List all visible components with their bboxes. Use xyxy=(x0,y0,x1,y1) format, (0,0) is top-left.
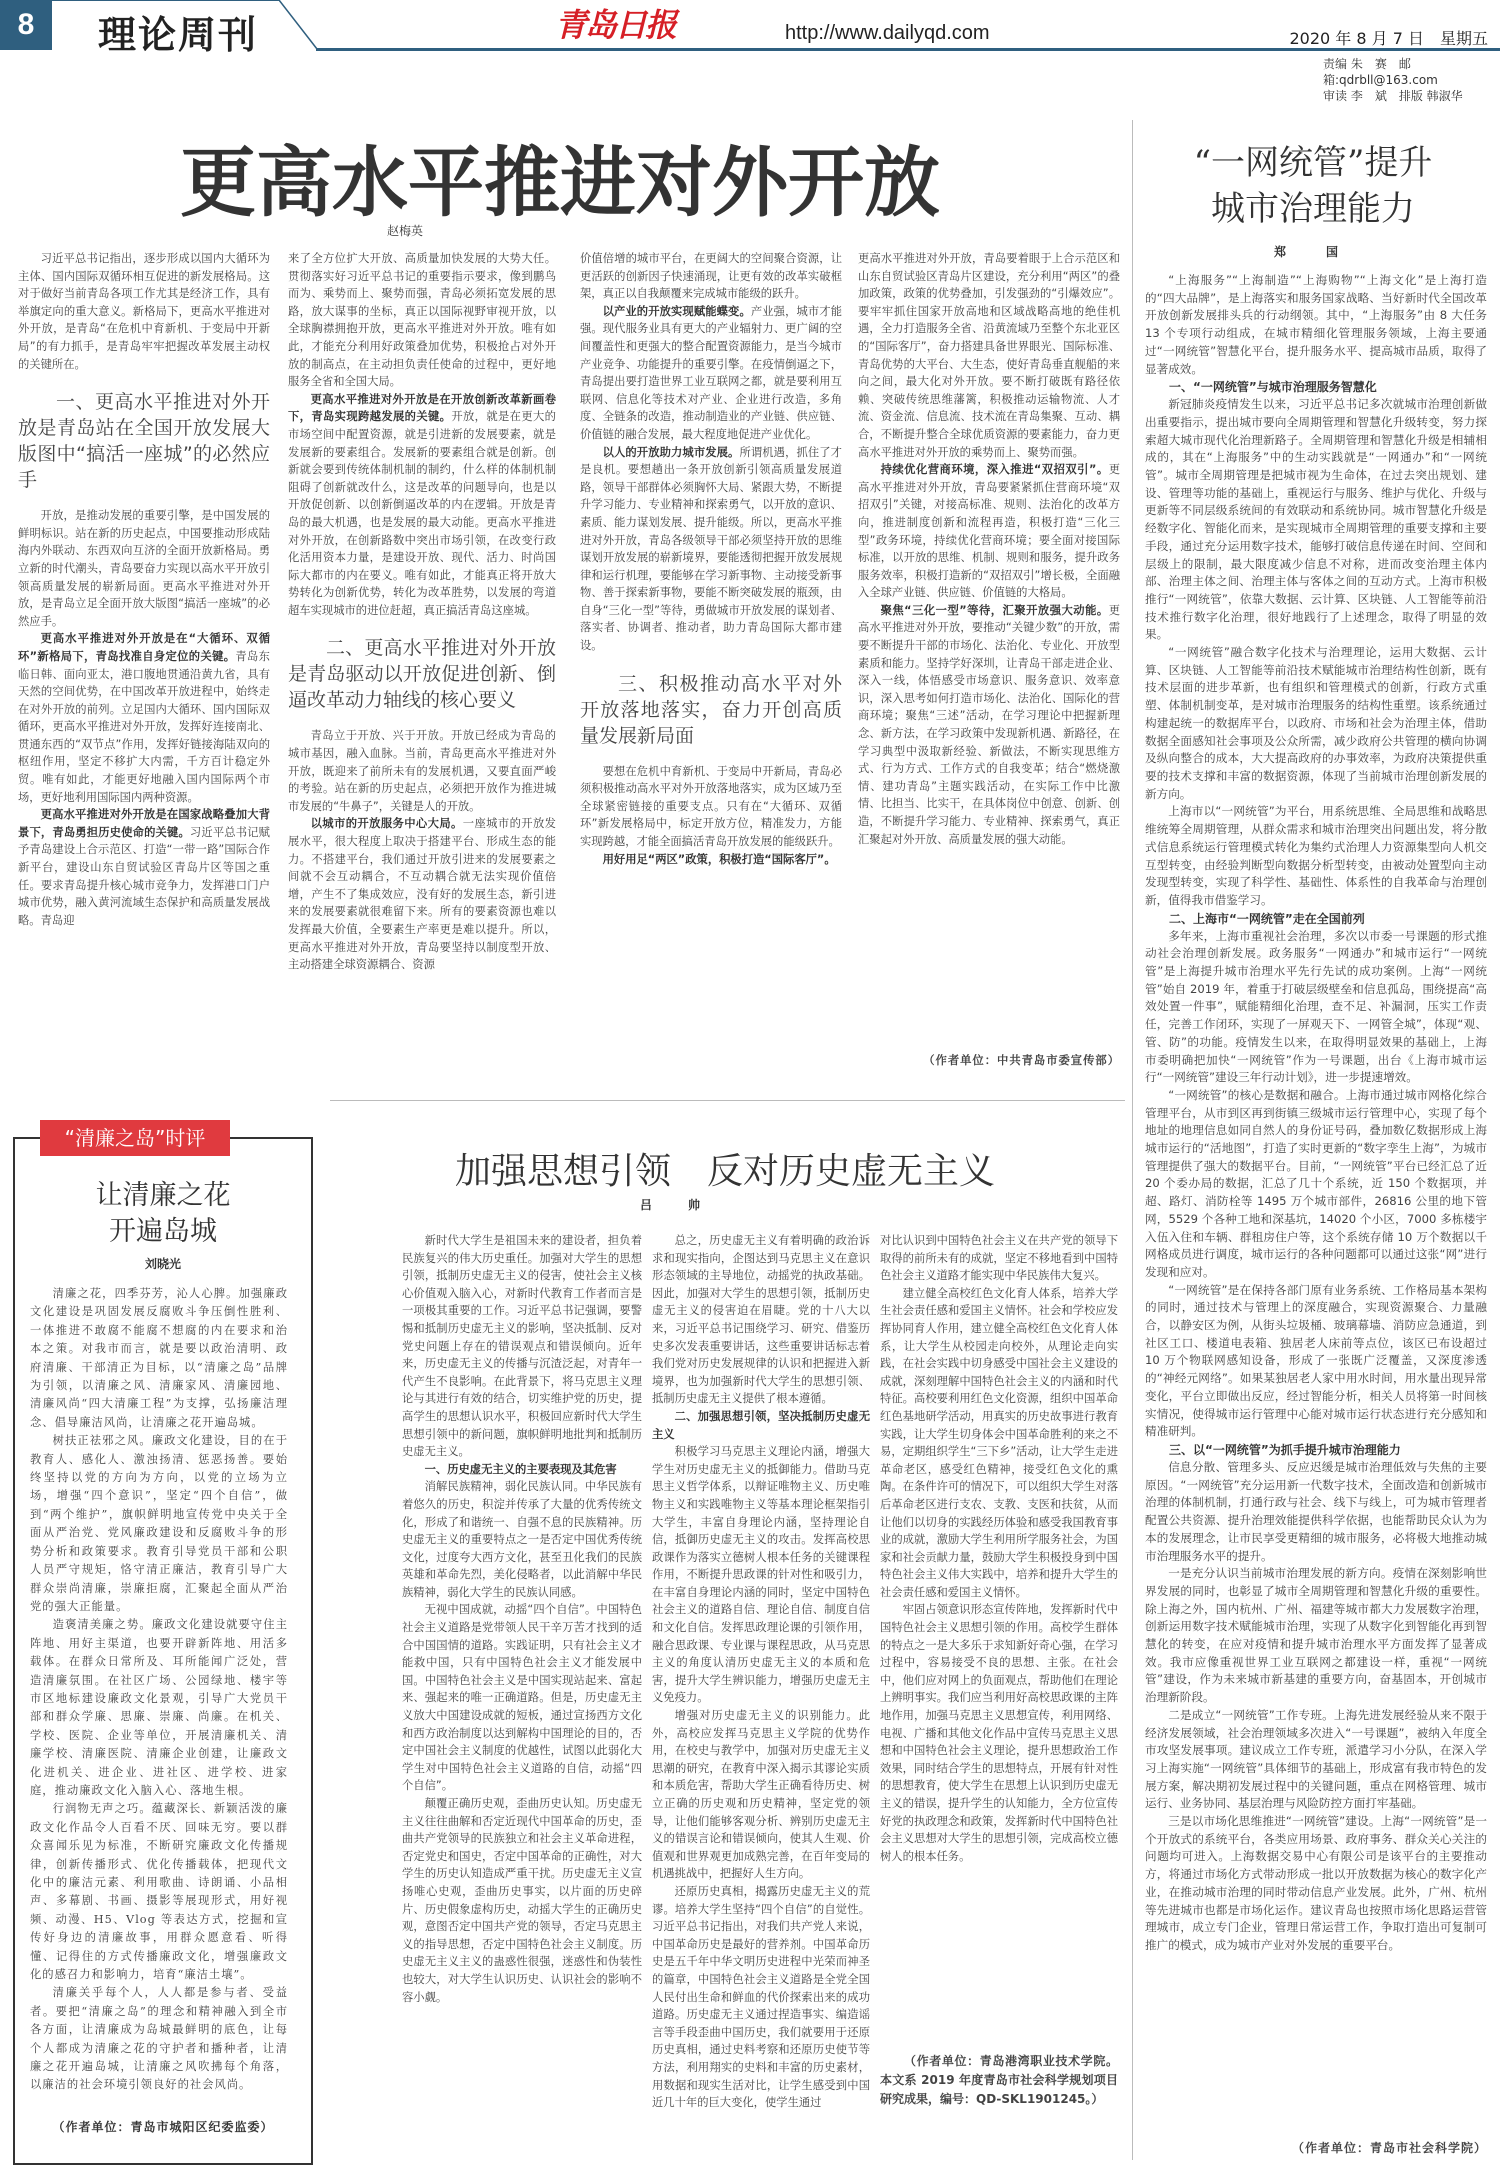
headline-right-line-2: 城市治理能力 xyxy=(1211,189,1415,229)
article1-paragraph: 开放，就是在更大的市场空间中配置资源，就是引进新的发展要素，就是发展新的要素组合。发展新的要素组合就是创新。创新就会要到传统体制机制的制约，什么样的体制机制阻碍了创新就改什么，这是改革的问题导向，也是以开放促创新、以创新倒逼改革的内在逻辑。开放是青岛的最大机遇，也是发展的最大动能。更高水平推进对外开放，在创新路数中突出市场引领，在改变行政化活用资本力量，是建设开放、现代、活力、时尚国际大都市的内在要义。唯有如此，才能真正将开放大势转化为创新优势，转化为改革胜势，以发展的弯道超车实现城市的进位赶超，真正搞活青岛这座城。 xyxy=(288,410,556,617)
section-title: 理论周刊 xyxy=(98,12,259,57)
editor-credits xyxy=(1323,56,1488,104)
article1-bold-lead: 更高水平推进对外开放是在国家战略叠加大背景下，青岛勇担历史使命的关键。 xyxy=(18,808,270,839)
article1-paragraph: 价值倍增的城市平台，在更阔大的空间聚合资源，让更活跃的创新因子快速涌现，让更有效的改革实破框架，真正以自我颠覆来完成城市能级的跃升。 xyxy=(580,252,842,301)
headline-second: 加强思想引领 反对历史虚无主义 xyxy=(455,1151,996,1192)
article1-paragraph: 青岛东临日韩、面向亚太，港口腹地贯通沿黄九省，具有天然的空间优势，在中国改革开放进程中，始终走在对外开放的前列。立足国内大循环、国内国际双循环，更高水平推进对外开放，发挥好连接南北、贯通东西的“双节点”作用，发挥好链接海陆双向的枢纽作用，坚定不移扩大内需，千方百计稳定外贸。唯有如此，才能更好地融入国内国际两个市场，更好地利用国际国内两种资源。 xyxy=(18,649,270,804)
article1-paragraph: 所谓机遇，抓住了才是良机。要想趟出一条开放创新引领高质量发展道路，领导干部群体必须胸怀大局、紧跟大势，不断提升学习能力、专业精神和探索勇气，以开放的意识、素质、能力谋划发展、提升能级。所以，更高水平推进对外开放，青岛各级领导干部必须坚持开放的思维谋划开放发展的崭新境界，要能透彻把握开放发展规律和运行机理，要能够在学习新事物、主动接受新事物、善于探索新事物，要能不断突破发展的瓶颈，由自身“三化一型”等待，勇做城市开放发展的谋划者、落实者、协调者、推动者，助力青岛国际大都市建设。 xyxy=(580,445,842,653)
article3-paragraph: 消解民族精神，弱化民族认同。中华民族有着悠久的历史，积淀并传承了大量的优秀传统文化，形成了和谐统一、自强不息的民族精神。历史虚无主义的重要特点之一是否定中国优秀传统文化，过度夸大西方文化，甚至丑化我们的民族英雄和革命先烈，美化侵略者，以此消解中华民族精神，弱化大学生的民族认同感。 xyxy=(402,1480,642,1599)
article1-column-2 xyxy=(288,250,556,1090)
article1-author-unit: （作者单位：中共青岛市委宣传部） xyxy=(923,1054,1120,1067)
section-divider xyxy=(330,1100,1125,1101)
commentary-byline: 刘晓光 xyxy=(144,1257,181,1271)
review-line: 审读 李 斌 排版 韩淑华 xyxy=(1323,89,1463,103)
page-number: 8 xyxy=(0,0,52,50)
article1-paragraph: 更高水平推进对外开放，青岛要着眼于上合示范区和山东自贸试验区青岛片区建设，充分利用“两区”的叠加政策，政策的优势叠加，引发强劲的“引爆效应”。要牢牢抓住国家开放高地和区域战略高地的绝佳机遇，全力打造服务全省、沿黄流域乃至整个东北亚区的“国际客厅”，奋力搭建具备世界眼光、国际标准、青岛优势的大平台、大生态，使好青岛垂直舰船的来向之间，最大化对外开放。要不断打破既有路径依赖、突破传统思维藩篱，积极推动运输物流、人才流、资金流、信息流、技术流在青岛集聚、互动、耦合，不断提升整合全球优质资源的要素能力，奋力更高水平推进对外开放的乘势而上、聚势而强。 xyxy=(858,252,1120,459)
commentary-tag: “清廉之岛”时评 xyxy=(40,1120,230,1156)
article2-subhead-2: 二、上海市“一网统管”走在全国前列 xyxy=(1169,911,1365,926)
article1-column-4 xyxy=(858,250,1120,1060)
byline-second: 吕 帅 xyxy=(640,1198,713,1212)
article2-paragraph: “一网统管”的核心是数据和融合。上海市通过城市网格化综合管理平台，从市到区再到街镇三级城市运行管理中心，实现了每个地址的地理信息如同自然人的身份证号码，叠加数亿数据形成上海城市运行的“活地图”，打造了实时更新的“数字孪生上海”，为城市管理提供了强大的数据平台。目前，“一网统管”平台已经汇总了近 20 个委办局的数据，汇总了几十个系统，近 150 个数据项，并超、路灯、消防栓等 1495 万个城市部件，26816 公里的地下管网，5529 个各种工地和深基坑，14020 个小区，7000 多栋楼宇入伍入住和车辆、群租房住户等，这个系统存储 10 万个数据以千网格成员进行调度，城市运行的各种问题都可以通过这张“网”进行发现和应对。 xyxy=(1145,1087,1487,1279)
article2-paragraph: 上海市以“一网统管”为平台，用系统思维、全局思维和战略思维统筹全周期管理，从群众需求和城市治理突出问题出发，将分散式信息系统运行管理模式转化为集约式治理人力资源集型向人机交互型转变，由经验判断型向数据分析型转变，由被动处置型向主动发现型转变，实现了科学性、基础性、体系性的自我革命与治理创新，值得我市借鉴学习。 xyxy=(1145,804,1487,907)
commentary-title xyxy=(13,1178,313,1250)
article1-paragraph: 产业强，城市才能强。现代服务业具有更大的产业辐射力、更广阔的空间覆盖性和更强大的整合配置资源能力，是当今城市产业竞争、功能提升的重要引擎。在疫情倒逼之下，青岛提出要打造世界工业互联网之都，就是要利用互联网、信息化等技术对产业、企业进行改造，多角度、全链条的改造，推动制造业的产业链、供应链、价值链的融合发展，最大程度地促进产业优化。 xyxy=(580,304,842,441)
headline-right-line-1: “一网统管”提升 xyxy=(1193,143,1433,183)
article3-paragraph: 无视中国成就，动摇“四个自信”。中国特色社会主义道路是党带领人民干辛万苦才找到的适合中国国情的道路。实践证明，只有社会主义才能救中国，只有中国特色社会主义才能发展中国。中国特色社会主义是中国实现站起来、富起来、强起来的唯一正确道路。但是，历史虚无主义放大中国建设成就的短板，通过宣扬西方文化和西方政治制度以达到解构中国理论的目的，否定中国社会主义制度的优越性，试图以此弱化大学生对中国特色社会主义道路的自信，动摇“四个自信”。 xyxy=(402,1603,642,1793)
article1-subhead-3: 三、积极推动高水平对外开放落地落实，奋力开创高质量发展新局面 xyxy=(580,672,842,747)
article1-subhead-2: 二、更高水平推进对外开放是青岛驱动以开放促进创新、倒逼改革动力轴线的核心要义 xyxy=(288,637,556,712)
commentary-title-line-2: 开遍岛城 xyxy=(109,1216,217,1247)
article3-column-3 xyxy=(880,1232,1118,2042)
article3-paragraph: 增强对历史虚无主义的识别能力。此外，高校应发挥马克思主义学院的优势作用，在校史与教学中，加强对历史虚无主义思潮的研究，在教育中深入揭示其谬论实质和本质危害，帮助大学生正确看待历史、树立正确的历史观和历史精神，坚定党的领导，让他们能够客观分析、辨别历史虚无主义的错误言论和错误倾向，使其人生观、价值观和世界观更加成熟完善，在百年变局的机遇挑战中，把握好人生方向。 xyxy=(652,1709,870,1881)
article1-paragraph: 来了全方位扩大开放、高质量加快发展的大势大任。贯彻落实好习近平总书记的重要指示要求，像到鹏鸟而为、乘势而上、聚势而强，青岛必须拓宽发展的思路，放大谋事的坐标，真正以国际视野审视开放，以全球胸襟拥抱开放，更高水平推进对外开放。唯有如此，才能充分利用好政策叠加优势，积极抢占对外开放的制高点，在主动担负责任使命的过程中，更好地服务全省和全国大局。 xyxy=(288,252,556,389)
website-link[interactable]: http://www.dailyqd.com xyxy=(785,22,990,44)
commentary-paragraph: 行润物无声之巧。蕴藏深长、新颖活泼的廉政文化作品令人百看不厌、回味无穷。要以群众喜闻乐见为标准，不断研究廉政文化传播规律，创新传播形式、优化传播载体，把现代文化中的廉洁元素、利用歌曲、诗朗诵、小品相声、多幕剧、书画、摄影等展现形式，用好视频、动漫、H5、Vlog 等表达方式，挖掘和宣传好身边的清廉故事，用群众愿意看、听得懂、记得住的方式传播廉政文化，增强廉政文化的感召力和影响力，培育“廉洁土壤”。 xyxy=(30,1802,288,1982)
commentary-paragraph: 树扶正祛邪之风。廉政文化建设，目的在于教育人、感化人、激浊扬清、惩恶扬善。要始终坚持以党的方向为方向，以党的立场为立场，增强“四个意识”，坚定“四个自信”，做到“两个维护”，旗帜鲜明地宣传党中央关于全面从严治党、党风廉政建设和反腐败斗争的形势分析和政策要求。教育引导党员干部和公职人员严守规矩，恪守清正廉洁，教育引导广大群众崇尚清廉，崇廉拒腐，汇聚起全面从严治党的强大正能量。 xyxy=(30,1434,288,1613)
commentary-paragraph: 造褒清美廉之势。廉政文化建设就要守住主阵地、用好主渠道，也要开辟新阵地、用活多载体。在群众日常所及、耳所能闻广泛处，营造清廉氛围。在社区广场、公园绿地、楼宇等市区地标建设廉政文化景观，引导广大党员干部和群众学廉、思廉、崇廉、尚廉。在机关、学校、医院、企业等单位，开展清廉机关、清廉学校、清廉医院、清廉企业创建，让廉政文化进机关、进企业、进社区、进学校、进家庭，推动廉政文化入脑入心、落地生根。 xyxy=(30,1618,288,1797)
article1-paragraph: 习近平总书记赋予青岛建设上合示范区、打造“一带一路”国际合作新平台，建设山东自贸试验区青岛片区等国之重任。要求青岛提升核心城市竞争力，发挥港口门户城市优势，融入黄河流域生态保护和高质量发展战略。青岛迎 xyxy=(18,825,270,927)
masthead-rule xyxy=(52,0,280,1)
article1-subhead-1: 一、更高水平推进对外开放是青岛站在全国开放发展大版图中“搞活一座城”的必然应手 xyxy=(18,391,270,492)
masthead-diagonal xyxy=(279,0,339,50)
newspaper-logo: 青岛日报 xyxy=(555,6,676,44)
article2-paragraph: 二是成立“一网统管”工作专班。上海先进发展经验从来不限于经济发展领域，社会治理领域多次进入“一号课题”，被纳入年度全市攻坚发展事项。建议成立工作专班，派遣学习小分队，在深入学习上海实施“一网统管”具体细节的基础上，形成富有我市特色的发展方案，解决期初发展过程中的关键问题，重点在网格管理、城市运行、业务协同、基层治理与风险防控方面打牢基础。 xyxy=(1145,1707,1487,1811)
article1-column-3 xyxy=(580,250,842,1090)
article1-paragraph: 开放，是推动发展的重要引擎，是中国发展的鲜明标识。站在新的历史起点，中国要推动形成陆海内外联动、东西双向互济的全面开放新格局。勇立新的时代潮头，青岛要奋力实现以高水平开放引领高质量发展的崭新局面。更高水平推进对外开放，是青岛立足全面开放大版图“搞活一座城”的必然应手。 xyxy=(18,509,270,628)
article2-paragraph: 多年来，上海市重视社会治理，多次以市委一号课题的形式推动社会治理创新发展。政务服务“一网通办”和城市运行“一网统管”是上海提升城市治理水平先行先试的成功案例。上海“一网统管”始自 2019 年，着重于打破层级壁垒和信息孤岛，围绕提高“高效处置一件事”，赋能精细化治理，查不足、补漏洞，压实工作责任，完善工作闭环，实现了一屏观天下、一网管全城”，体现“观、管、防”的功能。疫情发生以来，在取得明显效果的基础上，上海市委明确把加快“一网统管”作为一号课题，出台《上海市城市运行“一网统管”建设三年行动计划》，进一步提速增效。 xyxy=(1145,928,1487,1085)
byline-right: 郑 国 xyxy=(1273,245,1352,259)
article1-bold-lead: 聚焦“三化一型”等待，汇聚开放强大动能。 xyxy=(880,603,1109,617)
byline-main: 赵梅英 xyxy=(387,224,424,238)
article1-bold-lead: 更高水平推进对外开放是在“大循环、双循环”新格局下，青岛找准自身定位的关键。 xyxy=(18,632,270,663)
article3-subhead-2: 二、加强思想引领，坚决抵制历史虚无主义 xyxy=(652,1409,870,1441)
article1-paragraph: 要想在危机中育新机、于变局中开新局，青岛必须积极推动高水平对外开放落地落实，成为区域乃至全球紧密链接的重要支点。只有在“大循环、双循环”新发展格局中，标定开放方位，精准发力，方能实现跨越，才能全面搞活青岛开放发展的能级跃升。 xyxy=(580,764,842,849)
article1-bold-lead: 以城市的开放服务中心大局。 xyxy=(310,817,463,831)
article2-author-unit: （作者单位：青岛市社会科学院） xyxy=(1291,2141,1487,2155)
article3-paragraph: 新时代大学生是祖国未来的建设者，担负着民族复兴的伟大历史重任。加强对大学生的思想引领，抵制历史虚无主义的侵害，使社会主义核心价值观入脑入心，对新时代教育工作者而言是一项极其重要的工作。习近平总书记强调，要警惕和抵制历史虚无主义的影响，坚决抵制、反对党史问题上存在的错误观点和错误倾向。近年来，历史虚无主义的传播与沉渣泛起，对青年一代产生不良影响。在此背景下，将马克思主义理论与其进行有效的结合，切实维护党的历史，提高学生的思想认识水平，积极回应新时代大学生思想引领中的新问题，旗帜鲜明地批判和抵制历史虚无主义。 xyxy=(402,1234,642,1459)
article3-paragraph: 建立健全高校红色文化育人体系，培养大学生社会责任感和爱国主义情怀。社会和学校应发挥协同育人作用，建立健全高校红色文化育人体系，让大学生从校园走向校外，从理论走向实践，在社会实践中切身感受中国社会主义建设的成就，深刻理解中国特色社会主义的内涵和时代特征。高校要利用红色文化资源，组织中国革命红色基地研学活动，用真实的历史故事进行教育实践，让大学生切身体会中国革命胜利的来之不易，定期组织学生“三下乡”活动，让大学生走进革命老区，感受红色精神，接受红色文化的熏陶。在条件许可的情况下，可以组织大学生对落后革命老区进行支农、支教、支医和扶贫，从而让他们以切身的实践经历体验和感受我国教育事业的成就，激励大学生利用所学服务社会，为国家和社会贡献力量，鼓励大学生积极投身到中国特色社会主义伟大实践中，培养和提升大学生的社会责任感和爱国主义情怀。 xyxy=(880,1286,1118,1599)
article1-column-1 xyxy=(18,250,270,1090)
article1-bold-lead: 更高水平推进对外开放是在开放创新改革新画卷下，青岛实现跨越发展的关键。 xyxy=(288,392,556,424)
article3-subhead-1: 一、历史虚无主义的主要表现及其危害 xyxy=(424,1462,617,1476)
article3-author-unit: （作者单位：青岛港湾职业技术学院。本文系 2019 年度青岛市社会科学规划项目研究成果，编号：QD-SKL1901245。） xyxy=(880,2054,1118,2106)
article1-paragraph: 更高水平推进对外开放，青岛要紧紧抓住营商环境“双招双引”关键，对接高标准、规则、法治化的改革方向，推进制度创新和流程再造，积极打造“三化三型”政务环境，持续优化营商环境；要全面对接国际标准，以开放的思维、机制、规则和服务，提升政务服务效率，积极打造新的“双招双引”增长极，全面融入全球产业链、供应链、价值链的大格局。 xyxy=(858,463,1120,600)
article2-paragraph: 三是以市场化思维推进“一网统管”建设。上海“一网统管”是一个开放式的系统平台，各类应用场景、政府事务、群众关心关注的问题均可进入。上海数据交易中心有限公司是该平台的主要推动方，将通过市场化方式带动形成一批以开放数据为核心的数字化产业，在推动城市治理的同时带动信息产业发展。此外，广州、杭州等先进城市也都是市场化运作。建议青岛也按照市场化思路运营管理城市，成立专门企业，管理日常运营工作，争取打造出可复制可推广的模式，成为城市产业对外发展的重要平台。 xyxy=(1145,1814,1487,1952)
article1-intro: 习近平总书记指出，逐步形成以国内大循环为主体、国内国际双循环相互促进的新发展格局。这对于做好当前青岛各项工作尤其是经济工作，具有举旗定向的重大意义。新格局下，更高水平推进对外开放，是青岛“在危机中育新机、于变局中开新局”的有力抓手，是青岛牢牢把握改革发展主动权的关键所在。 xyxy=(18,252,270,371)
headline-right xyxy=(1148,140,1478,232)
commentary-body xyxy=(30,1285,288,2120)
article1-paragraph: 青岛立于开放、兴于开放。开放已经成为青岛的城市基因，融入血脉。当前，青岛更高水平推进对外开放，既迎来了前所未有的发展机遇，又要直面严峻的考验。站在新的历史起点，必须把开放作为推进城市发展的“牛鼻子”，关键是人的开放。 xyxy=(288,729,556,813)
article3-paragraph: 牢固占领意识形态宣传阵地，发挥新时代中国特色社会主义思想引领的作用。高校学生群体的特点之一是大多乐于求知新好奇心强，在学习过程中，容易接受不良的思想、主张。在社会中，他们应对网上的负面观点，帮助他们在理论上辨明事实。我们应当利用好高校思政课的主阵地作用，加强马克思主义思想宣传，利用网络、电视、广播和其他文化作品中宣传马克思主义思想和中国特色社会主义理论，提升思想政治工作效果，同时结合学生的思想特点，开展有针对性的思想教育，使大学生在思想上认识到历史虚无主义的错误，提升学生的认知能力，全方位宣传好党的执政理念和政策，发挥新时代中国特色社会主义思想对大学生的思想引领，完成高校立德树人的根本任务。 xyxy=(880,1603,1118,1863)
editor-line: 责编 朱 赛 邮箱:qdrbll@163.com xyxy=(1323,57,1438,87)
article2-paragraph: “一网统管”是在保持各部门原有业务系统、工作格局基本架构的同时，通过技术与管理上的深度融合，实现资源聚合、力量融合，以静安区为例，从街头垃圾桶、玻璃幕墙、消防应急通道，到社区工口、楼道电表箱、独居老人床前等点位，该区已布设超过 10 万个物联网感知设备，形成了一张既广泛覆盖，又深度渗透的“神经元网络”。如果某独居老人家中用水时间，用水量出现异常变化，平台立即做出反应，经过智能分析，相关人员将第一时间核实情况，使得城市运行管理中心能对城市运行状态进行充分感知和精准研判。 xyxy=(1145,1282,1487,1439)
article2-paragraph: “一网统管”融合数字化技术与治理理论，运用大数据、云计算、区块链、人工智能等前沿技术赋能城市治理结构性创新，既有技术层面的进步革新，也有组织和管理模式的创新，行政方式重塑、体制机制变革，是对城市治理服务的结构性重塑。该系统通过构建起统一的数据库平台，以政府、市场和社会为治理主体，借助数据全面感知社会事项及公众所需，减少政府公共管理的横向协调及纵向整合的成本，大大提高政府的办事效率，为政府决策提供重要的技术支撑和丰富的数据资源，体现了当前城市治理创新发展的新方向。 xyxy=(1145,645,1487,801)
article3-paragraph: 总之，历史虚无主义有着明确的政治诉求和现实指向，企图达到马克思主义在意识形态领域的主导地位，动摇党的执政基础。因此，加强对大学生的思想引领，抵制历史虚无主义的侵害迫在眉睫。党的十八大以来，习近平总书记围绕学习、研究、借鉴历史多次发表重要讲话，这些重要讲话标志着我们党对历史发展规律的认识和把握进入新境界，也为加强新时代大学生的思想引领、抵制历史虚无主义提供了根本遵循。 xyxy=(652,1234,870,1406)
article3-column-1 xyxy=(402,1232,642,2162)
article1-bold-lead: 持续优化营商环境，深入推进“双招双引”。 xyxy=(880,463,1109,477)
article2-paragraph: 一是充分认识当前城市治理发展的新方向。疫情在深刻影响世界发展的同时，也彰显了城市全周期管理和智慧化升级的重要性。除上海之外，国内杭州、广州、福建等城市都大力发展数字治理，创新运用数字技术赋能城市治理，实现了从数字化到智能化再到智慧化的转变，在应对疫情和提升城市治理水平方面发挥了显著成效。我市应像重视世界工业互联网之都建设一样，重视“一网统管”建设，作为未来城市新基建的重要方向，奋基固本，开创城市治理新阶段。 xyxy=(1145,1566,1487,1705)
article1-bold-lead: 用好用足“两区”政策，积极打造“国际客厅”。 xyxy=(602,852,836,866)
article1-bold-lead: 以产业的开放实现赋能蝶变。 xyxy=(602,304,751,318)
column-divider xyxy=(1132,120,1133,2160)
issue-date: 2020 年 8 月 7 日 星期五 xyxy=(1289,29,1488,48)
commentary-title-line-1: 让清廉之花 xyxy=(95,1180,231,1211)
headline-main: 更高水平推进对外开放 xyxy=(180,138,940,227)
commentary-author-unit: （作者单位：青岛市城阳区纪委监委） xyxy=(52,2120,274,2134)
article2-body xyxy=(1145,272,1487,2132)
article2-subhead-1: 一、“一网统管”与城市治理服务智慧化 xyxy=(1169,380,1377,395)
article1-paragraph: 更高水平推进对外开放，要推动“关键少数”的开放，需要不断提升干部的市场化、法治化、专业化、开放型素质和能力。坚持学好深圳，让青岛干部走进企业、深入一线，体悟感受市场意识、服务意识、效率意识，深入思考如何打造市场化、法治化、国际化的营商环境；聚焦“三述”活动，在学习理论中把握新理念、新方法，在学习政策中发现新机遇、新路径，在学习典型中汲取新经验、新做法，不断实现思维方式、行为方式、工作方式的自我变革；结合“燃烧激情、建功青岛”主题实践活动，在实际工作中比激情、比担当、比实干，在具体岗位中创意、创新、创造，不断提升学习能力、专业精神、探索勇气，真正汇聚起对外开放、高质量发展的强大动能。 xyxy=(858,603,1120,846)
article3-column-2 xyxy=(652,1232,870,2162)
article3-paragraph: 还原历史真相，揭露历史虚无主义的荒谬。培养大学生坚持“四个自信”的自觉性。习近平总书记指出，对我们共产党人来说，中国革命历史是最好的营养剂。中国革命历史是五千年中华文明历史进程中光荣而神圣的篇章，中国特色社会主义道路是全党全国人民付出生命和鲜血的代价探索出来的成功道路。历史虚无主义通过捏造事实、编造谣言等手段歪曲中国历史，我们就要用于还原历史真相，通过史料考察和还原历史使节等方法，利用翔实的史料和丰富的历史素材，用数据和现实生活对比，让学生感受到中国近几十年的巨大变化，使学生通过 xyxy=(652,1884,870,2110)
commentary-paragraph: 清廉之花，四季芬芳，沁人心脾。加强廉政文化建设是巩固发展反腐败斗争压倒性胜利、一体推进不敢腐不能腐不想腐的内在要求和治本之策。对我市而言，就是要以政治清明、政府清廉、干部清正为目标，以“清廉之岛”品牌为引领，以清廉之风、清廉家风、清廉园地、清廉风尚“四大清廉工程”为支撑，弘扬廉洁理念、倡导廉洁风尚，让清廉之花开遍岛城。 xyxy=(30,1287,288,1429)
article1-paragraph: 一座城市的开放发展水平，很大程度上取决于搭建平台、形成生态的能力。不搭建平台，我们通过开放引进来的发展要素之间就不会互动耦合，不互动耦合就无法实现价值倍增，产生不了集成效应，没有好的发展生态，新引进来的发展要素就很难留下来。所有的要素资源也难以发挥最大价值，全要素生产率更是难以提升。所以，更高水平推进对外开放，青岛要坚持以制度型开放、主动搭建全球资源耦合、资源 xyxy=(288,817,556,972)
article2-paragraph: 信息分散、管理多头、反应迟缓是城市治理低效与失焦的主要原因。“一网统管”充分运用新一代数字技术，全面改造和创新城市治理的体制机制，打通行政与社会、线下与线上，可为城市管理者配置公共资源、提升治理效能提供科学依据，也能帮助民众认为为本的发展理念，让市民享受更精细的城市服务，必将极大地推动城市治理服务水平的提升。 xyxy=(1145,1460,1487,1563)
article3-paragraph: 积极学习马克思主义理论内涵，增强大学生对历史虚无主义的抵御能力。借助马克思主义哲学体系，以辩证唯物主义、历史唯物主义和实践唯物主义等基本理论框架指引大学生，丰富自身理论内涵，坚持理论自信，抵御历史虚无主义的攻击。发挥高校思政课作为落实立德树人根本任务的关键课程作用，不断提升思政课的针对性和吸引力，在丰富自身理论内涵的同时，坚定中国特色社会主义的道路自信、理论自信、制度自信和文化自信。发挥思政理论课的引领作用，融合思政课、专业课与课程思政，从马克思主义的角度认清历史虚无主义的本质和危害，提升大学生辨识能力，增强历史虚无主义免疫力。 xyxy=(652,1445,870,1705)
article2-paragraph: 新冠肺炎疫情发生以来，习近平总书记多次就城市治理创新做出重要指示，提出城市要向全周期管理和智慧化升级转变，努力探索超大城市现代化治理新路子。全周期管理和智慧化升级是相辅相成的，其在“上海服务”中的生动实践就是“一网通办”和“一网统管”。城市全周期管理是把城市视为生命体，在过去突出规划、建设、管理等功能的基础上，重视运行与服务、维护与优化、升级与更新等不同层级系统间的有效联动和系统协同。城市智慧化升级是经数字化、智能化而来，是实现城市全周期管理的重要支撑和主要手段，通过充分运用数字技术，能够打破信息传递在时间、空间和层级上的限制，最大限度减少信息不对称，进而改变治理主体内部、治理主体之间、治理主体与客体之间的互动方式。上海市积极推行“一网统管”，依靠大数据、云计算、区块链、人工智能等前沿技术推行数字化治理，很好地践行了上述理念，取得了明显的效果。 xyxy=(1145,397,1487,642)
article2-paragraph: “上海服务”“上海制造”“上海购物”“上海文化”是上海打造的“四大品牌”，是上海落实和服务国家战略、当好新时代全国改革开放创新发展排头兵的行动纲领。其中，“上海服务”由 8 大任务 13 个专项行动组成，在城市精细化管理服务领域，上海主要通过“一网统管”智慧化平台，提升服务水平、提高城市品质，取得了显著成效。 xyxy=(1145,273,1487,376)
article1-bold-lead: 以人的开放助力城市发展。 xyxy=(602,445,740,459)
article3-paragraph: 颠覆正确历史观，歪曲历史认知。历史虚无主义往往曲解和否定近现代中国革命的历史，歪曲共产党领导的民族独立和社会主义革命进程，否定党史和国史，否定中国革命的正确性，对大学生的历史认知造成严重干扰。历史虚无主义宣扬唯心史观，歪曲历史事实，以片面的历史碎片、历史假象虚构历史，动摇大学生的正确历史观，意图否定中国共产党的领导，否定马克思主义的指导思想，否定中国特色社会主义制度。历史虚无主义主义的蛊惑性很强，迷惑性和伪装性也较大，对大学生认识历史、认识社会的影响不容小觑。 xyxy=(402,1797,642,2004)
article2-subhead-3: 三、以“一网统管”为抓手提升城市治理能力 xyxy=(1169,1443,1401,1457)
commentary-paragraph: 清廉关乎每个人，人人都是参与者、受益者。要把“清廉之岛”的理念和精神融入到全市各方面，让清廉成为岛城最鲜明的底色，让每个人都成为清廉之花的守护者和播种者，让清廉之花开遍岛城，让清廉之风吹拂每个角落，以廉洁的社会环境引领良好的社会风尚。 xyxy=(30,1986,288,2092)
article3-paragraph: 对比认识到中国特色社会主义在共产党的领导下取得的前所未有的成就，坚定不移地看到中国特色社会主义道路才能实现中华民族伟大复兴。 xyxy=(880,1234,1118,1283)
